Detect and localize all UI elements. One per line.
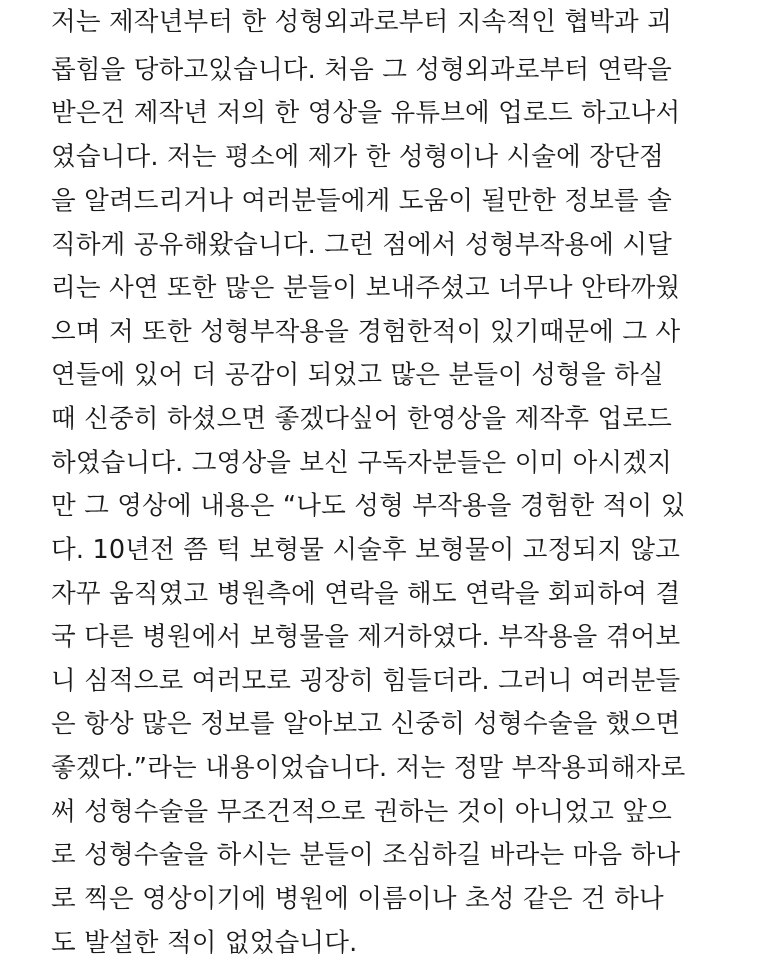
text-line: 리는 사연 또한 많은 분들이 보내주셨고 너무나 안타까웠 [51, 273, 681, 303]
text-line: 만 그 영상에 내용은 “나도 성형 부작용을 경험한 적이 있 [51, 491, 686, 521]
text-line: 국 다른 병원에서 보형물을 제거하였다. 부작용을 겪어보 [51, 622, 681, 652]
text-line: 하였습니다. 그영상을 보신 구독자분들은 이미 아시겠지 [51, 448, 672, 478]
text-line: 였습니다. 저는 평소에 제가 한 성형이나 시술에 장단점 [51, 142, 664, 172]
text-line: 로 성형수술을 하시는 분들이 조심하길 바라는 마음 하나 [51, 840, 681, 870]
text-line: 롭힘을 당하고있습니다. 처음 그 성형외과로부터 연락을 [51, 55, 672, 85]
text-line: 도 발설한 적이 없었습니다. [51, 928, 358, 958]
text-line: 은 항상 많은 정보를 알아보고 신중히 성형수술을 했으면 [51, 709, 681, 739]
text-line: 을 알려드리거나 여러분들에게 도움이 될만한 정보를 솔 [51, 186, 672, 216]
text-line: 좋겠다.”라는 내용이었습니다. 저는 정말 부작용피해자로 [51, 753, 686, 783]
text-line: 니 심적으로 여러모로 굉장히 힘들더라. 그러니 여러분들 [51, 666, 681, 696]
text-line: 저는 제작년부터 한 성형외과로부터 지속적인 협박과 괴 [51, 7, 672, 37]
text-line: 받은건 제작년 저의 한 영상을 유튜브에 업로드 하고나서 [51, 98, 681, 128]
text-line: 직하게 공유해왔습니다. 그런 점에서 성형부작용에 시달 [51, 230, 672, 260]
text-line: 으며 저 또한 성형부작용을 경험한적이 있기때문에 그 사 [51, 317, 681, 347]
text-line: 써 성형수술을 무조건적으로 권하는 것이 아니었고 앞으 [51, 797, 672, 827]
text-line: 다. 10년전 쯤 턱 보형물 시술후 보형물이 고정되지 않고 [51, 535, 681, 565]
text-line: 때 신중히 하셨으면 좋겠다싶어 한영상을 제작후 업로드 [51, 404, 672, 434]
text-line: 연들에 있어 더 공감이 되었고 많은 분들이 성형을 하실 [51, 360, 664, 390]
text-line: 로 찍은 영상이기에 병원에 이름이나 초성 같은 건 하나 [51, 884, 664, 914]
text-line: 자꾸 움직였고 병원측에 연락을 해도 연락을 회피하여 결 [51, 579, 681, 609]
